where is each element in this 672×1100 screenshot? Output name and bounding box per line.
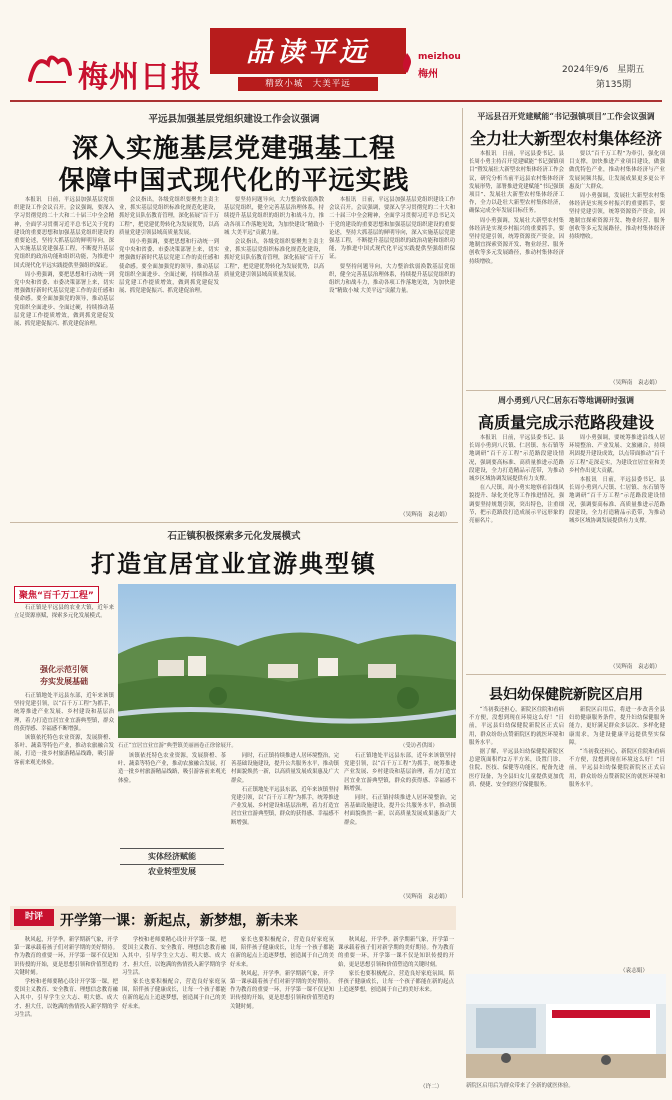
paragraph: 在八尺镇，周小勇实地察看沿线风貌提升、绿化美化等工作推进情况，强调要坚持规划引领，突出特色，注重细节，把示范路段打造成展示平远形象的亮丽名片。 [469,485,564,525]
paragraph: 家长也要积极配合，营造良好家庭氛围，陪伴孩子健康成长，让每一个孩子都能在新的起点上追逐梦想，创造属于自己的美好未来。 [230,937,334,968]
right2-headline: 高质量完成示范路段建设 [477,413,654,432]
paragraph: 会议指出，各级党组织要聚焦主责主业，抓实基层党组织标准化规范化建设，抓好党员队伍教育管理，深化拓展“百千万工程”，把党建优势转化为发展优势，以高质量党建引领县域高质量发展。 [119,197,219,236]
hospital-headline: 县妇幼保健院新院区启用 [489,687,643,703]
feature-headline: 打造宜居宜业宜游典型镇 [91,550,377,578]
paragraph: 学校和老师要精心设计开学第一课，把爱国主义教育、安全教育、理想信念教育融入其中，引导学生立大志、明大德、成大才、担大任，以饱满的热情投入新学期的学习生活。 [122,937,226,976]
paragraph: 要坚持问题导向，大力整治软弱涣散基层党组织，健全完善基层治理体系，持续提升基层党组织的组织力和战斗力，推动各项工作落地见效，为加快建设“精致小城 大美平远”贡献力量。 [224,197,324,236]
commentary-tag: 时评 [14,909,54,926]
brand-flame-icon [400,52,414,74]
paragraph: 石正镇是平远县的农业大镇，近年来立足资源禀赋，探索多元化发展模式。 [14,605,114,620]
feature-body-col-1 [14,692,114,852]
section-slogan: 精致小城 大美平远 [238,77,378,91]
lead-body-col-2 [119,196,219,518]
issue-number: 第135期 [596,80,632,90]
commentary-body-col-1 [14,936,118,1088]
right1-body-col-2 [569,150,665,376]
paragraph: 周小勇强调，要把思想和行动统一到党中央和省委、市委决策部署上来，切实增强做好新时代基层党建工作的责任感和使命感。要全面加强党的领导，推动基层党组织全面进步、全面过硬，持续推动基层党建工作提质增效，做到抓党建促发展、抓党建促振兴、抓党建促治理。 [14,271,114,328]
section-title: 品读平远 [246,37,370,68]
hospital-photo [466,974,666,1078]
section-divider [466,674,666,675]
paragraph: 秋风起，开学季。新学期新气象，开学第一课承载着孩子们对新学期的美好期待。作为教育的重要一环，开学第一课不仅是知识传授的开始，更是思想引领和价值塑造的关键时刻。 [338,937,454,968]
hospital-byline: （袁志娟） [620,968,648,974]
right1-kicker: 平远县召开党建赋能“书记强镇项目”工作会议强调 [477,111,655,121]
lead-body-col-1 [14,196,114,518]
paragraph: 要坚持问题导向，大力整治软弱涣散基层党组织，健全完善基层治理体系，持续提升基层党组织的组织力和战斗力，推动各项工作落地见效，为加快建设“精致小城 大美平远”贡献力量。 [329,263,455,295]
feature-body-col-2 [118,752,226,848]
feature-box-title-1: 实体经济赋能 [120,848,224,865]
feature-byline: （吴辉南 袁志娟） [400,894,451,900]
brand-logo: meizhou [418,52,461,62]
paragraph: 该镇依托特色农业资源，发展脐橙、茶叶、蔬菜等特色产业，推动农旅融合发展，打造一批乡村旅游精品线路，吸引游客前来观光体验。 [118,753,226,784]
lead-headline-2: 保障中国式现代化的平远实践 [58,166,410,196]
feature-kicker: 石正镇积极探索多元化发展模式 [167,531,301,542]
section-divider [10,522,458,523]
section-divider [466,390,666,391]
lead-body-col-4 [329,196,455,506]
paragraph: 本报讯 日前，平远县加强基层党组织建设工作会议召开。会议强调，要深入学习贯彻党的二十大和二十届三中全会精神，全面学习贯彻习近平总书记关于党的建设的重要思想和加强基层党组织建设的重要论述，坚持大抓基层的鲜明导向，深入实施基层党建强基工程，不断提升基层党组织的政治功能和组织功能，为推进中国式现代化平远实践提供坚强组织保证。 [329,197,455,261]
feature-tag: 聚焦“百千万工程” [14,586,99,603]
feature-photo [118,584,456,738]
paragraph: 周小勇强调，发展壮大新型农村集体经济是实现乡村振兴的重要抓手，要坚持党建引领，统筹资源资产资金，因地制宜探索资源开发、物业经营、服务创收等多元发展路径，推动村集体经济持续增收。 [569,193,665,241]
feature-box-title-2: 农业转型发展 [148,866,196,876]
paragraph: 同时，石正镇持续推进人居环境整治，完善基础设施建设，提升公共服务水平，推动镇村面貌焕然一新，以高质量发展成果惠及广大群众。 [231,753,339,784]
lead-kicker: 平远县加强基层党组织建设工作会议强调 [148,114,320,125]
paragraph: 石正镇地处平远县东部，近年来该镇坚持党建引领，以“百千万工程”为抓手，统筹推进产业发展、乡村建设和基层治理，着力打造宜居宜业宜游典型镇，群众的获得感、幸福感不断增强。 [14,693,114,732]
right1-byline: （吴辉南 袁志娟） [610,380,661,386]
right2-body-col-1 [469,434,564,668]
commentary-byline: （许二） [420,1084,443,1090]
paragraph: 会议指出，各级党组织要聚焦主责主业，抓实基层党组织标准化规范化建设，抓好党员队伍教育管理，深化拓展“百千万工程”，把党建优势转化为发展优势，以高质量党建引领县域高质量发展。 [224,239,324,278]
paragraph: 本报讯 日前，平远县加强基层党组织建设工作会议召开。会议强调，要深入学习贯彻党的二十大和二十届三中全会精神，全面学习贯彻习近平总书记关于党的建设的重要思想和加强基层党组织建设的重要论述，坚持大抓基层的鲜明导向，深入实施基层党建强基工程，不断提升基层党组织的政治功能和组织功能，为推进中国式现代化平远实践提供坚强组织保证。 [14,197,114,269]
lead-headline-1: 深入实施基层党建强基工程 [71,134,396,164]
brand-subtitle: 梅州 [418,69,438,80]
commentary-body-col-4 [338,936,454,1076]
paragraph: 新院区启用后，将进一步改善全县妇幼健康服务条件，提升妇幼保健服务能力，更好满足群众多层次、多样化健康需求，为建设健康平远提供坚实保障。 [569,707,665,746]
hospital-lobby-image [466,974,666,1078]
paragraph: 周小勇强调，要统筹推进沿线人居环境整治、产业发展、文旅融合，持续巩固提升建设成效，以点带面推动“百千万工程”走深走实，为建设宜居宜业和美乡村作出更大贡献。 [569,435,665,474]
commentary-body-col-3 [230,936,334,1088]
hospital-body-col-1 [469,706,564,964]
plum-blossom-logo-icon [26,50,74,86]
issue-date: 2024年9/6 星期五 [562,65,645,75]
paragraph: 要以“百千万工程”为牵引，强化项目支撑，加快推进产业项目建设，做强做优特色产业，推动村集体经济与产业发展同频共振，让发展成果更多更公平惠及广大群众。 [569,151,665,190]
paragraph: 本报讯 日前，平远县委书记、县长周小勇主持召开党建赋能“书记强镇项目”暨发展壮大新型农村集体经济工作会议，研究分析当前平远县农村集体经济发展形势，部署推进党建赋能“书记强镇项目”、发展壮大新型农村集体经济工作，全力以赴壮大新型农村集体经济，确保完成全年发展目标任务。 [469,151,564,215]
right2-body-col-2 [569,434,665,660]
paragraph: 石正镇地处平远县东部，近年来该镇坚持党建引领，以“百千万工程”为抓手，统筹推进产业发展、乡村建设和基层治理，着力打造宜居宜业宜游典型镇，群众的获得感、幸福感不断增强。 [344,753,456,792]
feature-body-col-3 [231,752,339,898]
hospital-body-col-2 [569,706,665,962]
feature-subhead-2: 夯实发展基础 [40,676,88,686]
paper-name: 梅州日报 [78,60,202,95]
commentary-body-col-2 [122,936,226,1088]
paragraph: 本报讯 日前，平远县委书记、县长周小勇到八尺镇、仁居镇、东石镇等地调研“百千万工程”示范路段建设情况，强调要高标准、高质量推进示范路段建设，全力打造精品示范带，为推动城乡区域协调发展提供有力支撑。 [569,477,665,525]
paragraph: 同时，石正镇持续推进人居环境整治，完善基础设施建设，提升公共服务水平，推动镇村面貌焕然一新，以高质量发展成果惠及广大群众。 [344,795,456,826]
paragraph: 秋风起，开学季。新学期新气象，开学第一课承载着孩子们对新学期的美好期待。作为教育的重要一环，开学第一课不仅是知识传授的开始，更是思想引领和价值塑造的关键时刻。 [14,937,118,976]
feature-photo-credit: （受访者供图） [400,743,438,749]
paragraph: 家长也要积极配合，营造良好家庭氛围，陪伴孩子健康成长，让每一个孩子都能在新的起点上追逐梦想，创造属于自己的美好未来。 [122,979,226,1010]
masthead [0,0,672,106]
feature-body-col-4 [344,752,456,890]
right1-body-col-1 [469,150,564,384]
paragraph: 学校和老师要精心设计开学第一课，把爱国主义教育、安全教育、理想信念教育融入其中，引导学生立大志、明大德、成大才、担大任，以饱满的热情投入新学期的学习生活。 [14,979,118,1018]
paragraph: 周小勇强调，发展壮大新型农村集体经济是实现乡村振兴的重要抓手，要坚持党建引领，统筹资源资产资金，因地制宜探索资源开发、物业经营、服务创收等多元发展路径，推动村集体经济持续增收。 [469,217,564,265]
feature-subhead-1: 强化示范引领 [40,664,88,674]
paragraph: 秋风起，开学季。新学期新气象，开学第一课承载着孩子们对新学期的美好期待。作为教育的重要一环，开学第一课不仅是知识传授的开始，更是思想引领和价值塑造的关键时刻。 [230,970,334,1010]
town-landscape-image [118,584,456,738]
column-divider [462,108,463,898]
masthead-divider [10,100,662,102]
paragraph: “当初我还担心，新院区住院和看病不方便，没想到现在环境这么好！”日前，平远县妇幼保健院新院区正式启用，群众纷纷点赞新院区的就医环境和服务水平。 [469,707,564,746]
lead-byline: （吴辉南 袁志娟） [400,512,451,518]
paragraph: 石正镇地处平远县东部，近年来该镇坚持党建引领，以“百千万工程”为抓手，统筹推进产业发展、乡村建设和基层治理，着力打造宜居宜业宜游典型镇，群众的获得感、幸福感不断增强。 [231,786,339,826]
commentary-headline: 开学第一课：新起点，新梦想，新未来 [60,913,298,929]
right1-headline: 全力壮大新型农村集体经济 [469,129,662,148]
paragraph: 据了解，平远县妇幼保健院新院区总建筑面积约2万平方米，设置门诊、住院、医技、保健等功能区，配备先进医疗设备，为全县妇女儿童提供更加优质、便捷、安全的医疗保健服务。 [469,749,564,788]
paragraph: 该镇依托特色农业资源，发展脐橙、茶叶、蔬菜等特色产业，推动农旅融合发展，打造一批乡村旅游精品线路，吸引游客前来观光体验。 [14,735,114,766]
feature-photo-caption: 石正“宜居宜业宜游”典型镇美丽画卷正徐徐展开。 [118,743,237,749]
paragraph: 周小勇强调，要把思想和行动统一到党中央和省委、市委决策部署上来，切实增强做好新时代基层党建工作的责任感和使命感。要全面加强党的领导，推动基层党组织全面进步、全面过硬，持续推动基层党建工作提质增效，做到抓党建促发展、抓党建促振兴、抓党建促治理。 [119,239,219,295]
lead-body-col-3 [224,196,324,518]
right2-byline: （吴辉南 袁志娟） [610,664,661,670]
feature-intro [14,604,114,664]
right2-kicker: 周小勇到八尺仁居东石等地调研时强调 [498,395,634,405]
paragraph: 本报讯 日前，平远县委书记、县长周小勇到八尺镇、仁居镇、东石镇等地调研“百千万工程”示范路段建设情况，强调要高标准、高质量推进示范路段建设，全力打造精品示范带，为推动城乡区域协调发展提供有力支撑。 [469,435,564,483]
paragraph: 家长也要积极配合，营造良好家庭氛围，陪伴孩子健康成长，让每一个孩子都能在新的起点上追逐梦想，创造属于自己的美好未来。 [338,970,454,994]
hospital-photo-caption: 新院区启用后为群众带来了全新的就医体验。 [466,1083,574,1089]
paragraph: “当初我还担心，新院区住院和看病不方便，没想到现在环境这么好！”日前，平远县妇幼保健院新院区正式启用，群众纷纷点赞新院区的就医环境和服务水平。 [569,749,665,788]
